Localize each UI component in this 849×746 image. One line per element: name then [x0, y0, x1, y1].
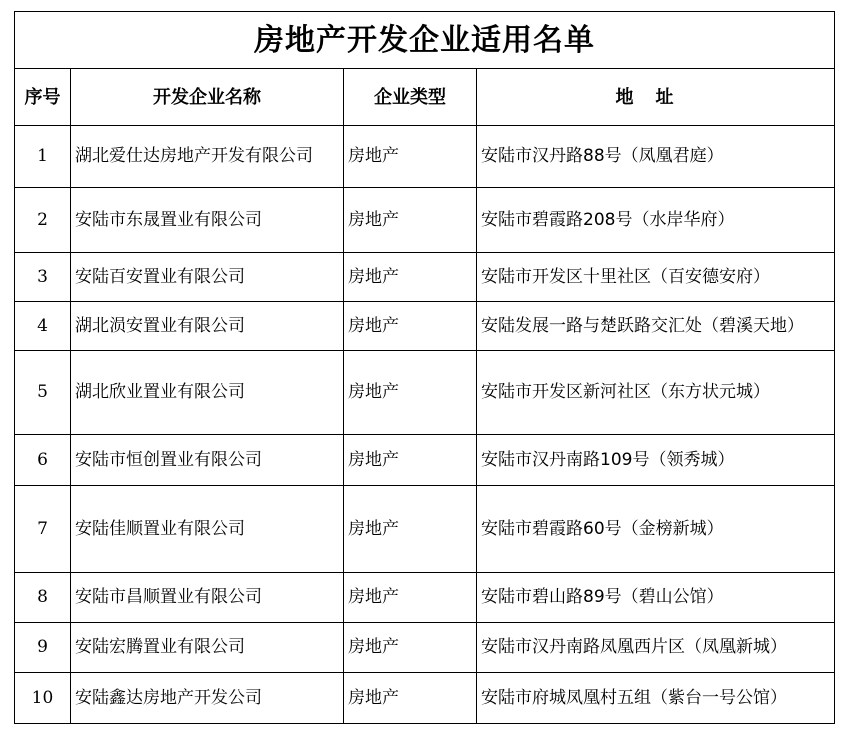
- table-row: [15, 673, 835, 724]
- row-company-type: 房地产: [344, 351, 477, 435]
- row-address: 安陆市开发区十里社区（百安德安府）: [477, 253, 835, 302]
- row-company-type: 房地产: [344, 253, 477, 302]
- row-address: 安陆发展一路与楚跃路交汇处（碧溪天地）: [477, 302, 835, 351]
- table-row: [15, 351, 835, 435]
- header-row: [15, 69, 835, 126]
- table-row: [15, 302, 835, 351]
- row-company-name: 湖北爱仕达房地产开发有限公司: [71, 126, 344, 188]
- table-row: [15, 253, 835, 302]
- row-address: 安陆市汉丹南路109号（领秀城）: [477, 435, 835, 486]
- row-address: 安陆市碧山路89号（碧山公馆）: [477, 573, 835, 623]
- row-index: 2: [15, 188, 71, 253]
- row-index: 4: [15, 302, 71, 351]
- row-company-type: 房地产: [344, 573, 477, 623]
- table-row: [15, 486, 835, 573]
- table-row: [15, 188, 835, 253]
- row-address: 安陆市开发区新河社区（东方状元城）: [477, 351, 835, 435]
- title-row: [15, 12, 835, 69]
- row-company-name: 安陆佳顺置业有限公司: [71, 486, 344, 573]
- row-company-type: 房地产: [344, 486, 477, 573]
- row-company-name: 安陆百安置业有限公司: [71, 253, 344, 302]
- table-row: [15, 623, 835, 673]
- row-company-type: 房地产: [344, 623, 477, 673]
- row-address: 安陆市汉丹路88号（凤凰君庭）: [477, 126, 835, 188]
- row-company-type: 房地产: [344, 188, 477, 253]
- row-company-type: 房地产: [344, 673, 477, 724]
- row-index: 3: [15, 253, 71, 302]
- table-title: 房地产开发企业适用名单: [15, 12, 835, 69]
- row-index: 6: [15, 435, 71, 486]
- table-row: [15, 573, 835, 623]
- table-row: [15, 435, 835, 486]
- header-address: 地址: [477, 69, 835, 126]
- header-index: 序号: [15, 69, 71, 126]
- company-list-table: [14, 11, 835, 724]
- row-company-type: 房地产: [344, 302, 477, 351]
- row-index: 5: [15, 351, 71, 435]
- row-company-type: 房地产: [344, 435, 477, 486]
- row-company-name: 安陆市东晟置业有限公司: [71, 188, 344, 253]
- row-company-type: 房地产: [344, 126, 477, 188]
- table-row: [15, 126, 835, 188]
- row-address: 安陆市汉丹南路凤凰西片区（凤凰新城）: [477, 623, 835, 673]
- header-company-name: 开发企业名称: [71, 69, 344, 126]
- row-address: 安陆市碧霞路208号（水岸华府）: [477, 188, 835, 253]
- row-company-name: 安陆宏腾置业有限公司: [71, 623, 344, 673]
- row-company-name: 湖北欣业置业有限公司: [71, 351, 344, 435]
- row-address: 安陆市府城凤凰村五组（紫台一号公馆）: [477, 673, 835, 724]
- row-address: 安陆市碧霞路60号（金榜新城）: [477, 486, 835, 573]
- row-index: 1: [15, 126, 71, 188]
- row-index: 7: [15, 486, 71, 573]
- row-index: 8: [15, 573, 71, 623]
- row-company-name: 安陆鑫达房地产开发公司: [71, 673, 344, 724]
- row-index: 9: [15, 623, 71, 673]
- row-company-name: 湖北涢安置业有限公司: [71, 302, 344, 351]
- row-company-name: 安陆市昌顺置业有限公司: [71, 573, 344, 623]
- header-company-type: 企业类型: [344, 69, 477, 126]
- row-company-name: 安陆市恒创置业有限公司: [71, 435, 344, 486]
- row-index: 10: [15, 673, 71, 724]
